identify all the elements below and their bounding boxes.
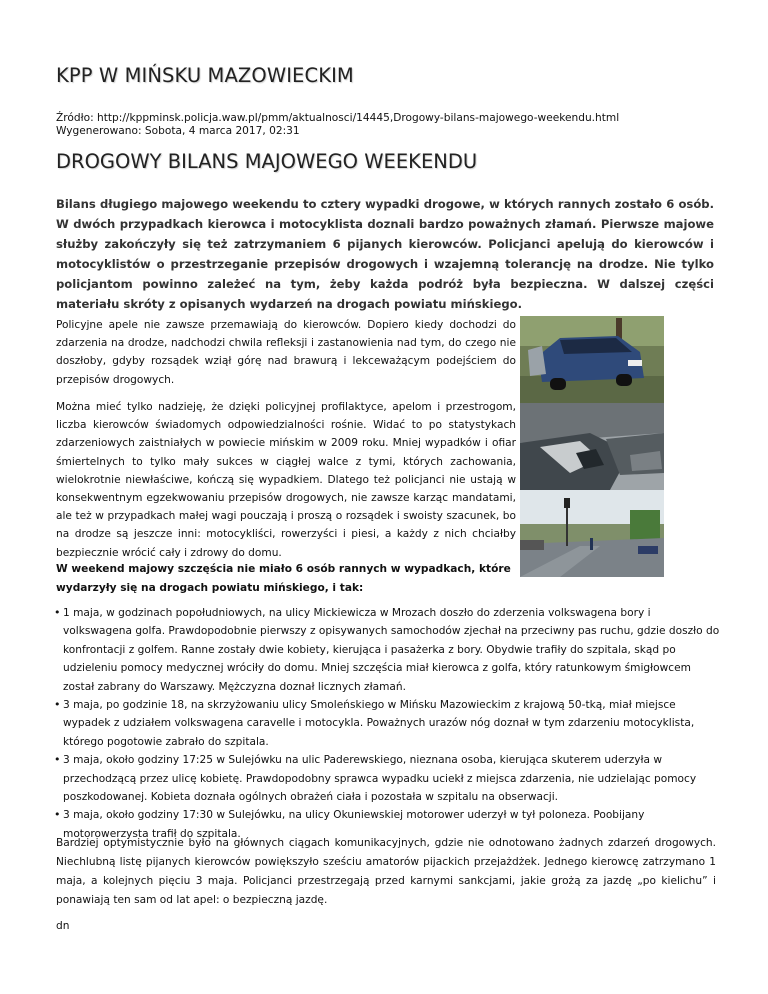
article-paragraph: Policyjne apele nie zawsze przemawiają do kierowców. Dopiero kiedy dochodzi do zdarzenia na drodze, nadchodzi chwila refleksji i zastanowienia nad tym, do czego nie doszłoby, gdyby rozsądek wziął górę nad brawurą i lekceważącym podejściem do przepisów drogowych. xyxy=(56,319,516,386)
article-lead: Bilans długiego majowego weekendu to cztery wypadki drogowe, w których rannych zostało 6 osób. W dwóch przypadkach kierowca i motocyklista doznali bardzo poważnych złamań. Pierwsze majowe służby zakończyły się też zatrzymaniem 6 pijanych kierowców. Policjanci apelują do kierowców i motocyklistów o przestrzeganie przepisów drogowych i wzajemną tolerancję na drodze. Nie tylko policjantom powinno zależeć na tym, żeby każda podróż była bezpieczna. W dalszej części materiału skróty z opisanych wydarzeń na drogach powiatu mińskiego. xyxy=(56,197,714,311)
list-item: • 3 maja, po godzinie 18, na skrzyżowaniu ulicy Smoleńskiego w Mińsku Mazowieckim z krajową 50-tką, miał miejsce wypadek z udziałem volkswagena caravelle i motocykla. Poważnych urazów nóg doznał w tym zdarzeniu motocyklista, którego pogotowie zabrało do szpitala. xyxy=(56,696,720,751)
incidents-intro: W weekend majowy szczęścia nie miało 6 osób rannych w wypadkach, które wydarzyły się na drogach powiatu mińskiego, i tak: xyxy=(56,563,511,594)
document-meta xyxy=(56,112,619,138)
crash-photo-2[interactable] xyxy=(520,403,664,490)
crash-photo-1[interactable] xyxy=(520,316,664,403)
site-title: KPP W MIŃSKU MAZOWIECKIM xyxy=(56,64,354,87)
article-title: DROGOWY BILANS MAJOWEGO WEEKENDU xyxy=(56,150,478,173)
crash-photo-3[interactable] xyxy=(520,490,664,577)
list-item: • 1 maja, w godzinach popołudniowych, na ulicy Mickiewicza w Mrozach doszło do zderzenia volkswagena bory i volkswagena golfa. Prawdopodobnie pierwszy z opisywanych samochodów zjechał na przeciwny pas ruchu, gdzie doszło do konfrontacji z golfem. Ranne zostały dwie kobiety, kierująca i pasażerka z bory. Obydwie trafiły do szpitala, skąd po udzieleniu pomocy medycznej wróciły do domu. Mniej szczęścia miał kierowca z golfa, który ratunkowym śmigłowcem został zabrany do Warszawy. Mężczyzna doznał licznych złamań. xyxy=(56,604,720,696)
article-paragraph: Można mieć tylko nadzieję, że dzięki policyjnej profilaktyce, apelom i przestrogom, liczba kierowców świadomych odpowiedzialności rośnie. Widać to po statystykach zdarzeniowych zaistniałych w powiecie mińskim w 2009 roku. Mniej wypadków i ofiar śmiertelnych to tylko mały sukces w ciągłej walce z tymi, których zachowania, wielokrotnie niewłaściwe, kończą się wypadkiem. Dlatego też policjanci nie ustają w konsekwentnym egzekwowaniu przepisów drogowych, nie zawsze karząc mandatami, ale też w przypadkach małej wagi pouczają i proszą o rozsądek i swoisty szacunek, bo na drodze są jeszcze inni: motocykliści, rowerzyści i piesi, a każdy z nich chciałby bezpiecznie wrócić cały i zdrowy do domu. xyxy=(56,401,516,559)
generated-date: Wygenerowano: Sobota, 4 marca 2017, 02:31 xyxy=(56,125,300,137)
list-item: • 3 maja, około godziny 17:30 w Sulejówku, na ulicy Okuniewskiej motorower uderzył w tył poloneza. Poobijany motorowerzysta trafił do szpitala. xyxy=(56,806,720,843)
article-paragraph: Bardziej optymistycznie było na głównych ciągach komunikacyjnych, gdzie nie odnotowano żadnych zdarzeń drogowych. Niechlubną listę pijanych kierowców powiększyło sześciu amatorów pijackich przejażdżek. Jednego kierowcę zatrzymano 1 maja, a kolejnych pięciu 3 maja. Policjanci przestrzegają przed karnymi sankcjami, jakie grożą za jazdę „po kielichu” i ponawiają ten sam od lat apel: o bezpieczną jazdę. xyxy=(56,837,716,906)
incident-list xyxy=(56,604,720,843)
photo-gallery xyxy=(520,316,664,577)
author-initials: dn xyxy=(56,920,70,932)
source-url[interactable]: Źródło: http://kppminsk.policja.waw.pl/pmm/aktualnosci/14445,Drogowy-bilans-majowego-weekendu.html xyxy=(56,112,620,124)
list-item: • 3 maja, około godziny 17:25 w Sulejówku na ulic Paderewskiego, nieznana osoba, kierująca skuterem uderzyła w przechodzącą przez ulicę kobietę. Prawdopodobny sprawca wypadku uciekł z miejsca zdarzenia, nie udzielając pomocy poszkodowanej. Kobieta doznała ogólnych obrażeń ciała i pozostała w szpitalu na obserwacji. xyxy=(56,751,720,806)
